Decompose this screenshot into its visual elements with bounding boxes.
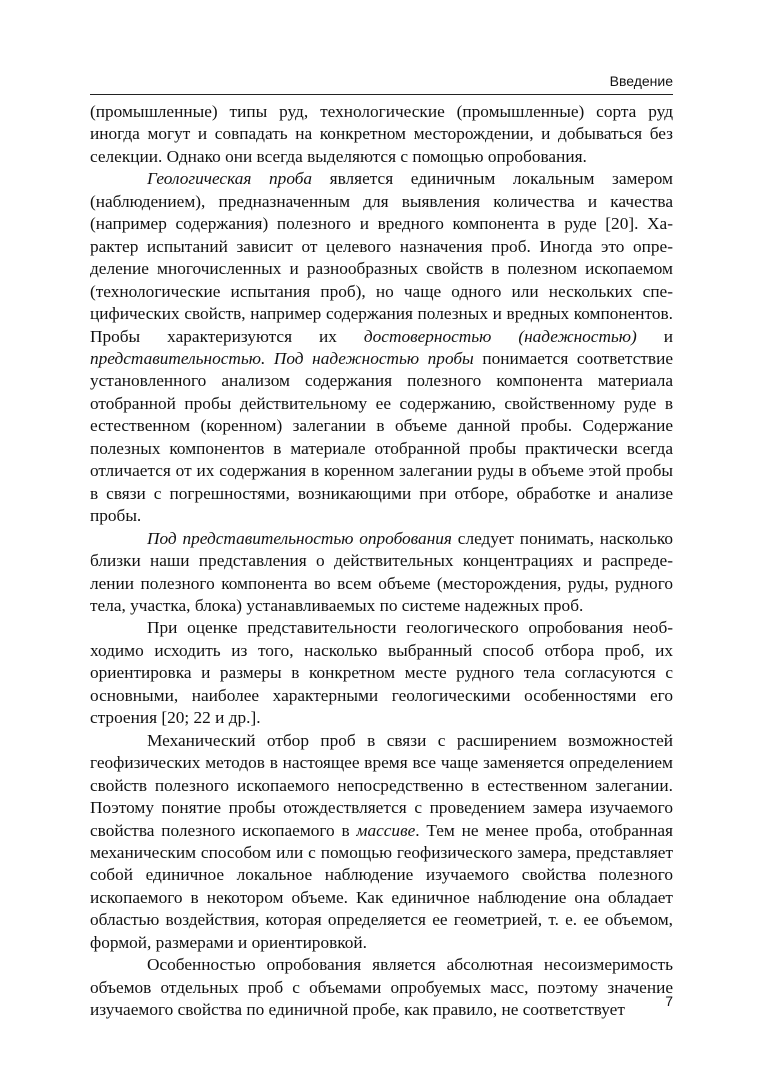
term-representativeness: представительностью. Под надежностью пробы xyxy=(90,348,474,368)
text-run: Особенностью опробования является абсолютная несоизмеримость объемов отдельных проб с объемами опробуемых масс, поэтому значение изучаемого свойства по единичной пробе, как правило, не соответствует xyxy=(90,955,673,1020)
text-run: и xyxy=(636,326,673,346)
text-run: При оценке представительности геологического опробования необходимо исходить из того, насколько выбранный способ отбора проб, их ориентировка и размеры в конкретном месте рудного тела согласуются с основными, наиболее характерными геологическими особенностями его строения [20; 22 и др.]. xyxy=(90,618,673,728)
term-reliability: достоверностью (надежностью) xyxy=(363,326,637,346)
text-run: (промышленные) типы руд, технологические (промышленные) сорта руд иногда могут и совпадать на конкретном месторождении, и добываться без селекции. Однако они всегда выделяются с помощью опробования. xyxy=(90,102,673,166)
text-run: . Тем не менее проба, отобранная механическим способом или с помощью геофизического замера, представляет собой единичное локальное наблюдение изучаемого свойства полезного ископаемого в некотором объеме. Как единичное наблюдение она обладает областью воздействия, которая определяется ее геометрией, т. е. ее объемом, формой, размерами и ориентировкой. xyxy=(90,820,673,952)
paragraph xyxy=(90,617,673,729)
page-number: 7 xyxy=(665,993,673,1009)
term-massif: массиве xyxy=(356,820,416,840)
paragraph xyxy=(90,528,673,618)
text-run: является единичным локальным замером (наблюдением), предназначенным для выявления количества и качества (например содержания) полезного и вредного компонента в руде [20]. Характер испытаний зависит от целевого назначения проб. Иногда это определение многочисленных и разнообразных свойств в полезном ископаемом (технологические испытания проб), но чаще одного или нескольких специфических свойств, например содержания полезных и вредных компонентов. Пробы характеризуются их xyxy=(90,169,673,346)
body-text xyxy=(90,101,673,1022)
running-header xyxy=(90,72,673,95)
running-title: Введение xyxy=(609,73,673,89)
paragraph xyxy=(90,101,673,168)
text-run: следует понимать, насколько близки наши представления о действительных концентрациях и распределении полезного компонента во всем объеме (месторождения, руды, рудного тела, участка, блока) устанавливаемых по системе надежных проб. xyxy=(90,528,673,615)
term-sampling-representativeness: Под представительностью опробования xyxy=(147,528,452,548)
paragraph xyxy=(90,730,673,955)
paragraph xyxy=(90,954,673,1021)
paragraph xyxy=(90,168,673,527)
text-run: понимается соответствие установленного анализом содержания полезного компонента материала отобранной пробы действительному ее содержанию, свойственному руде в естественном (коренном) залегании в объеме данной пробы. Содержание полезных компонентов в материале отобранной пробы практически всегда отличается от их содержания в коренном залегании руды в объеме этой пробы в связи с погрешностями, возникающими при отборе, обработке и анализе пробы. xyxy=(90,348,673,526)
term-geological-sample: Геологическая проба xyxy=(147,169,313,189)
text-run: Механический отбор проб в связи с расширением возможностей геофизических методов в настоящее время все чаще заменяется определением свойств полезного ископаемого непосредственно в естественном залегании. Поэтому понятие пробы отождествляется с проведением замера изучаемого свойства полезного ископаемого в xyxy=(90,730,673,840)
